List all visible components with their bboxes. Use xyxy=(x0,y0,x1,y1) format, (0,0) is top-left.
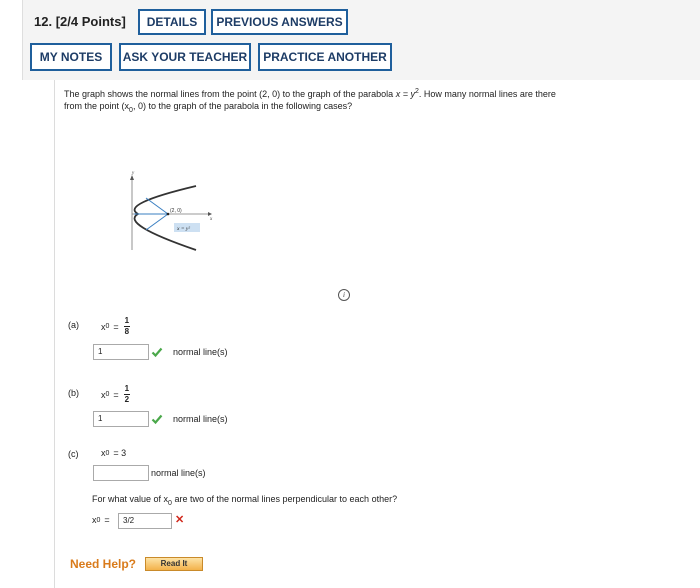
part-a-equation: x 0 = $\frac{1}{8}$ xyxy=(101,316,130,336)
ask-teacher-button[interactable]: ASK YOUR TEACHER xyxy=(119,43,251,71)
part-c-label: (c) xyxy=(68,449,79,459)
question-prompt: The graph shows the normal lines from the point (2, 0) to the graph of the parabola $x = y^2$. How many normal lines are there from the point ($x_0$, 0) to the graph of the parabola in the following cases? xyxy=(64,88,556,114)
y-axis-label: y xyxy=(132,171,135,176)
perpendicular-equation: x 0 = xyxy=(92,515,110,525)
part-b-label: (b) xyxy=(68,388,79,398)
info-icon[interactable]: i xyxy=(338,289,350,301)
question-number: 12. [2/4 Points] xyxy=(34,14,126,29)
practice-another-button[interactable]: PRACTICE ANOTHER xyxy=(258,43,392,71)
part-b-answer-input[interactable]: 1 xyxy=(93,411,149,427)
normal-line-lower xyxy=(146,214,168,230)
part-a-answer-input[interactable]: 1 xyxy=(93,344,149,360)
perpendicular-incorrect-icon: ✕ xyxy=(175,514,185,526)
part-a-check-icon xyxy=(151,346,163,358)
part-c-unit: normal line(s) xyxy=(151,468,206,478)
curve-label: x = y² xyxy=(177,226,190,232)
question-body xyxy=(54,80,700,588)
previous-answers-button[interactable]: PREVIOUS ANSWERS xyxy=(211,9,348,35)
point-2-0 xyxy=(167,213,170,216)
my-notes-button[interactable]: MY NOTES xyxy=(30,43,112,71)
part-b-equation: x 0 = $\frac{1}{2}$ xyxy=(101,384,130,404)
part-a-label: (a) xyxy=(68,320,79,330)
need-help-label: Need Help? xyxy=(70,557,137,571)
part-b-check-icon xyxy=(151,413,163,425)
part-c-answer-input[interactable] xyxy=(93,465,149,481)
details-button[interactable]: DETAILS xyxy=(138,9,206,35)
x-axis-label: x xyxy=(210,217,213,222)
part-c-equation: x 0 = 3 xyxy=(101,448,127,458)
point-label: (2, 0) xyxy=(170,208,182,214)
part-a-unit: normal line(s) xyxy=(173,347,228,357)
perpendicular-answer-input[interactable]: 3/2 xyxy=(118,513,172,529)
parabola-figure xyxy=(120,170,220,260)
parabola-curve xyxy=(135,186,196,250)
read-it-button[interactable]: Read It xyxy=(145,557,203,571)
normal-line-upper xyxy=(146,198,168,214)
perpendicular-question: For what value of $x_0$ are two of the normal lines perpendicular to each other? xyxy=(92,494,398,507)
part-b-unit: normal line(s) xyxy=(173,414,228,424)
